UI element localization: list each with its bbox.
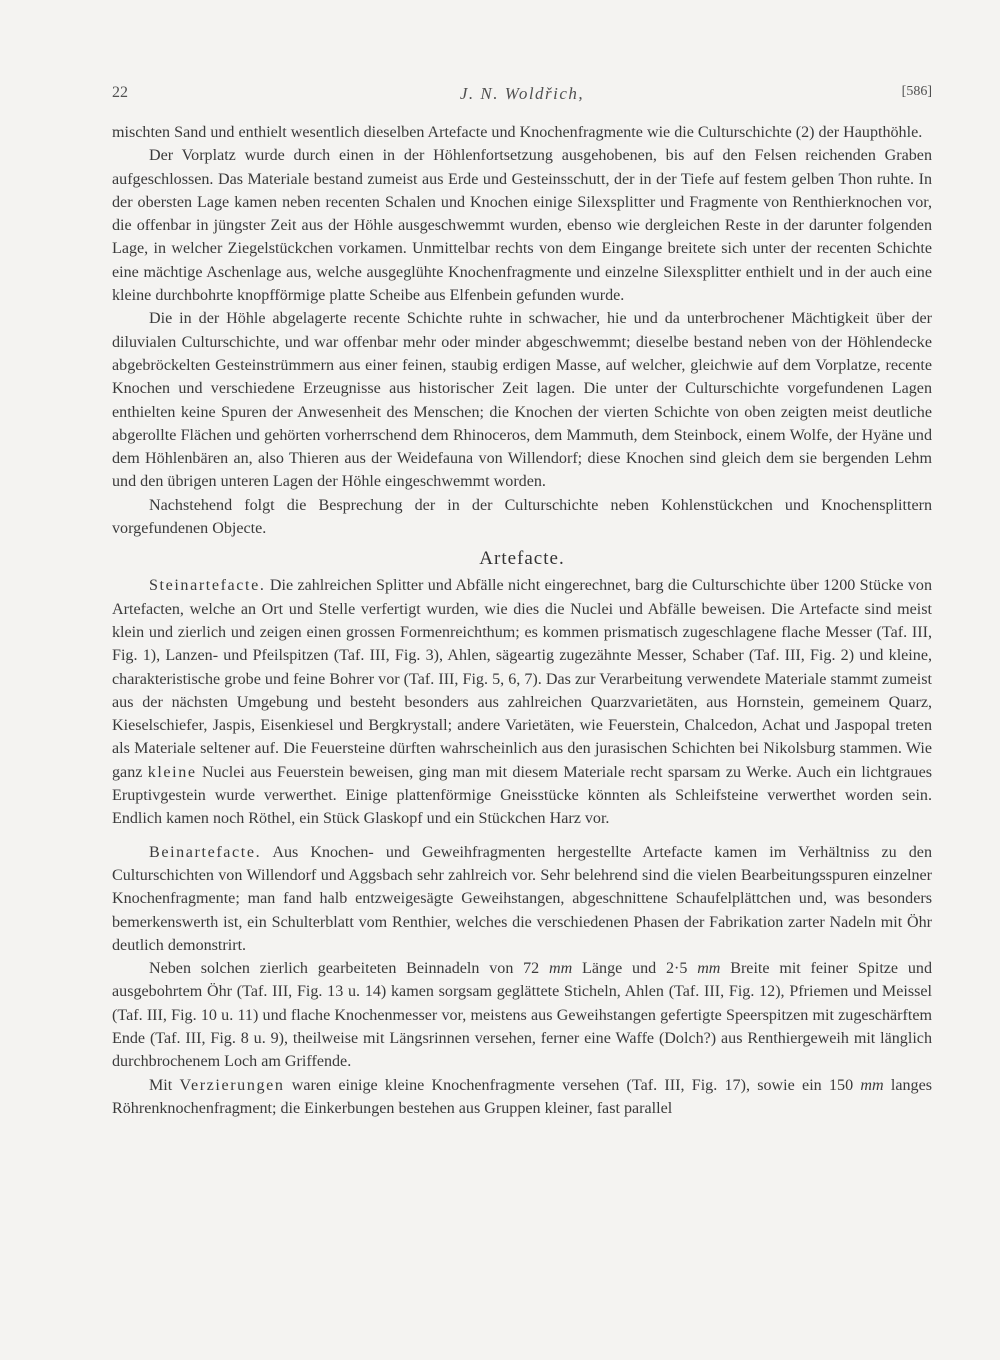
body-text: [112, 121, 932, 1120]
paragraph: Die in der Höhle abgelagerte recente Schichte ruhte in schwacher, hie und da unterbrochener Mächtigkeit über der diluvialen Culturschichte, und war offenbar mehr oder minder abgeschwemmt; dieselbe bestand neben von der Höhlendecke abgebröckelten Gesteinstrümmern aus einer feinen, staubig erdigen Masse, auf welcher, gleichwie auf dem Vorplatze, recente Knochen und verschiedene Erzeugnisse aus historischer Zeit lagen. Die unter der Culturschichte vorgefundenen Lagen enthielten keine Spuren der Anwesenheit des Menschen; die Knochen der vierten Schichte von oben zeigten meist deutliche abgerollte Flächen und gehörten vorherrschend dem Rhinoceros, dem Mammuth, dem Steinbock, einem Wolfe, der Hyäne und dem Höhlenbären an, also Thieren aus der Weidefauna von Willendorf; diese Knochen sind gleich dem sie bergenden Lehm und den übrigen unteren Lagen der Höhle eingeschwemmt worden.: [112, 310, 932, 491]
unit-text: mm: [549, 960, 573, 978]
paragraph-text: waren einige kleine Knochenfragmente versehen (Taf. III, Fig. 17), sowie ein 150: [284, 1076, 861, 1094]
paragraph: mischten Sand und enthielt wesentlich dieselben Artefacte und Knochenfragmente wie die Culturschichte (2) der Haupthöhle.: [112, 124, 923, 141]
paragraph: Nachstehend folgt die Besprechung der in der Culturschichte neben Kohlenstückchen und Knochensplittern vorgefundenen Objecte.: [112, 496, 932, 538]
running-author: J. N. Woldřich,: [459, 84, 585, 103]
paragraph-text: Die zahlreichen Splitter und Abfälle nicht eingerechnet, barg die Culturschichte über 1200 Stücke von Artefacten, welche an Ort und Stelle verfertigt wurden, wie dies die Nuclei und Abfälle beweisen. Die Artefacte sind meist klein und zierlich und zeigen einen grossen Formenreichthum; es kommen prismatisch zugeschlagene flache Messer (Taf. III, Fig. 1), Lanzen- und Pfeilspitzen (Taf. III, Fig. 3), Ahlen, sägeartig zugezähnte Messer, Schaber (Taf. III, Fig. 2) und kleine, charakteristische grobe und feine Bohrer vor (Taf. III, Fig. 5, 6, 7). Das zur Verarbeitung verwendete Materiale stammt zumeist aus der nächsten Umgebung und besteht besonders aus zahlreichen Quarzvarietäten, aus Hornstein, gemeinem Quarz, Kieselschiefer, Jaspis, Eisenkiesel und Bergkrystall; andere Varietäten, wie Feuerstein, Chalcedon, Achat und Jaspopal treten als Materiale seltener auf. Die Feuersteine dürften wahrscheinlich aus den jurasischen Schichten bei Nikolsburg stammen. Wie ganz: [112, 577, 932, 781]
paragraph-text: Länge und 2·5: [572, 960, 698, 978]
running-header: [112, 84, 932, 106]
paragraph: Der Vorplatz wurde durch einen in der Höhlenfortsetzung ausgehobenen, bis auf den Felsen reichenden Graben aufgeschlossen. Das Materiale bestand zumeist aus Erde und Gesteinsschutt, der in der Tiefe auf festem gelben Thon ruhte. In der obersten Lage kamen neben recenten Schalen und Knochen einige Silexsplitter und Fragmente von Renthierknochen vor, die offenbar in jüngster Zeit aus der Höhle ausgeschwemmt wurden, ebenso wie dergleichen Reste in der darunter folgenden Lage, in welcher Ziegelstückchen vorkamen. Unmittelbar rechts von dem Eingange breitete sich unter der recenten Schichte eine mächtige Aschenlage aus, welche ausgeglühte Knochenfragmente und einzelne Silexsplitter enthielt und in der auch eine kleine durchbohrte knopfförmige platte Scheibe aus Elfenbein gefunden wurde.: [112, 147, 932, 305]
page-number: 22: [112, 84, 128, 101]
emphasis-text: kleine: [147, 763, 197, 781]
paragraph-text: Mit: [149, 1076, 180, 1094]
paragraph-text: Nuclei aus Feuerstein beweisen, ging man mit diesem Materiale recht sparsam zu Werke. Auch ein lichtgraues Eruptivgestein wurde verwerthet. Einige plattenförmige Gneisstücke könnten als Schleifsteine verwerthet worden sein. Endlich kamen noch Röthel, ein Stück Glaskopf und ein Stückchen Harz vor.: [112, 763, 932, 828]
run-in-heading: Steinartefacte.: [149, 577, 266, 595]
section-title: Artefacte.: [479, 548, 565, 570]
unit-text: mm: [860, 1076, 884, 1094]
run-in-heading: Beinartefacte.: [149, 843, 262, 861]
original-page-number: [586]: [901, 84, 932, 99]
paragraph-steinartefacte: [112, 574, 932, 830]
paragraph-beinartefacte: [112, 841, 932, 957]
paragraph-text: langes Röhrenknochenfragment; die Einkerbungen bestehen aus Gruppen kleiner, fast parallel: [112, 1076, 932, 1117]
paragraph-text: Neben solchen zierlich gearbeiteten Beinnadeln von 72: [149, 960, 550, 978]
run-in-heading: Verzierungen: [179, 1076, 285, 1094]
paragraph-verzierungen: [112, 1074, 932, 1121]
paragraph-text: Breite mit feiner Spitze und ausgebohrtem Öhr (Taf. III, Fig. 13 u. 14) kamen sorgsam geglättete Sticheln, Ahlen (Taf. III, Fig. 12), Pfriemen und Meissel (Taf. III, Fig. 10 u. 11) und flache Knochenmesser vor, meistens aus Geweihstangen gefertigte Speerspitzen mit zugeschärftem Ende (Taf. III, Fig. 8 u. 9), theilweise mit Längsrinnen versehen, ferner eine Waffe (Dolch?) aus Renthiergeweih mit länglich durchbrochenem Loch am Griffende.: [112, 960, 932, 1071]
paragraph-text: Aus Knochen- und Geweihfragmenten hergestellte Artefacte kamen im Verhältniss zu den Culturschichten von Willendorf und Aggsbach sehr zahlreich vor. Sehr belehrend sind die vielen Bearbeitungsspuren einzelner Knochenfragmente; man fand halb entzweigesägte Geweihstangen, abgeschnittene Schaufelplättchen und, was besonders bemerkenswerth ist, ein Schulterblatt vom Renthier, welches die verschiedenen Phasen der Fabrikation zarter Nadeln mit Öhr deutlich demonstrirt.: [112, 843, 932, 954]
unit-text: mm: [697, 960, 721, 978]
paragraph-beinnadeln: [112, 957, 932, 1073]
